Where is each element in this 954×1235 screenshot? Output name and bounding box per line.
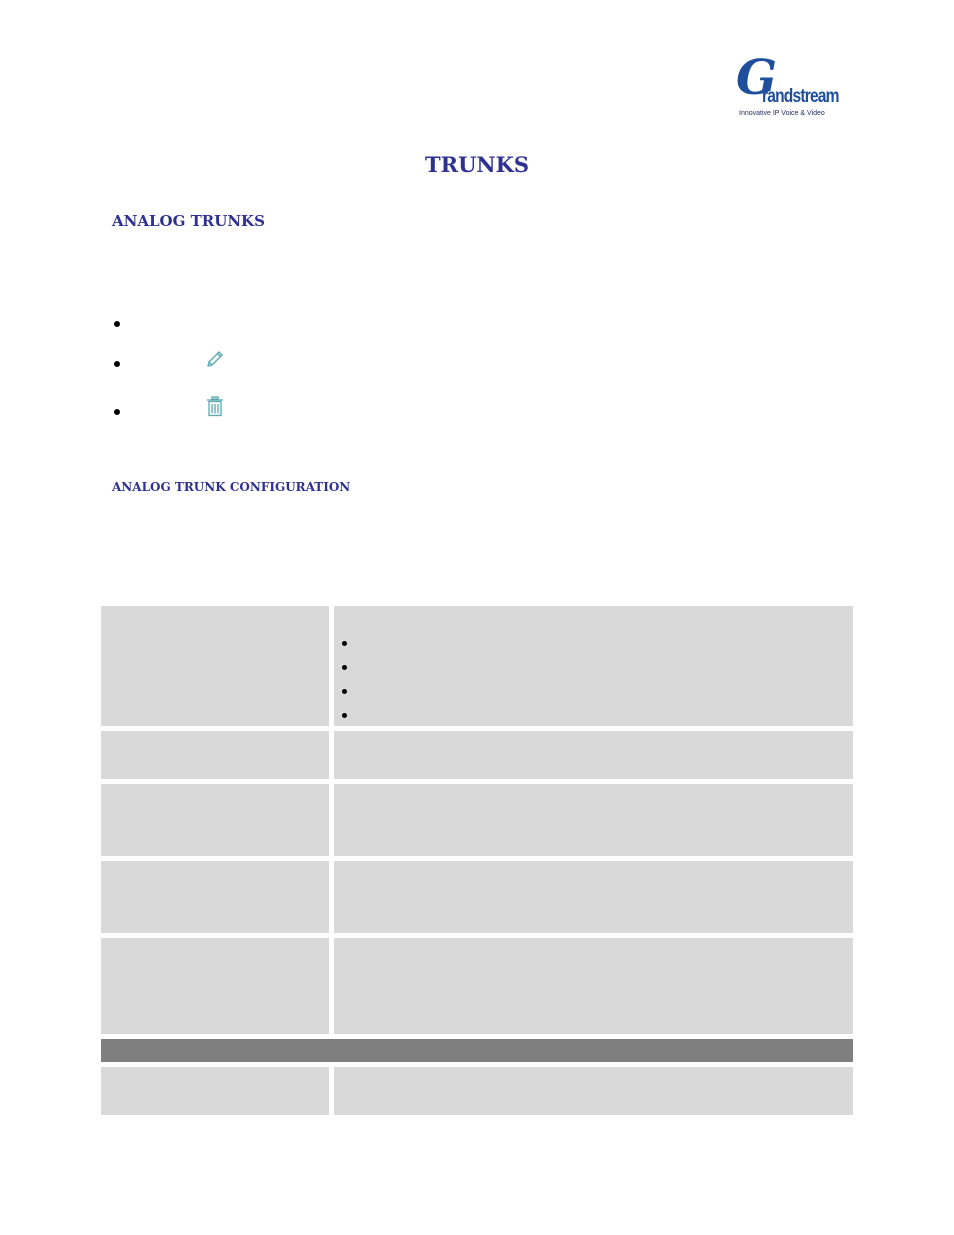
cell-bullet [342, 689, 347, 694]
logo-tagline: Innovative IP Voice & Video [739, 110, 825, 117]
table-cell-label [101, 861, 329, 933]
table-cell-label [101, 784, 329, 856]
table-cell-value [334, 784, 853, 856]
table-cell-label [101, 938, 329, 1034]
table-section-band [101, 1039, 853, 1062]
table-cell-value [334, 1067, 853, 1115]
table-cell-label [101, 606, 329, 726]
list-bullet [114, 361, 120, 367]
cell-bullet [342, 641, 347, 646]
trash-icon[interactable] [206, 396, 224, 417]
table-cell-label [101, 1067, 329, 1115]
section-title-analog-trunks: ANALOG TRUNKS [112, 212, 265, 230]
grandstream-logo [736, 50, 840, 122]
cell-bullet [342, 665, 347, 670]
list-bullet [114, 409, 120, 415]
cell-bullet [342, 713, 347, 718]
list-bullet [114, 321, 120, 327]
table-cell-value [334, 731, 853, 779]
table-cell-value [334, 938, 853, 1034]
table-cell-value [334, 861, 853, 933]
pencil-icon[interactable] [204, 348, 226, 370]
page-title: TRUNKS [424, 152, 529, 177]
logo-word: randstream [762, 86, 839, 107]
logo-letter: G [736, 50, 777, 106]
section-title-analog-trunk-configuration: ANALOG TRUNK CONFIGURATION [112, 480, 351, 494]
table-cell-value [334, 606, 853, 726]
table-cell-label [101, 731, 329, 779]
